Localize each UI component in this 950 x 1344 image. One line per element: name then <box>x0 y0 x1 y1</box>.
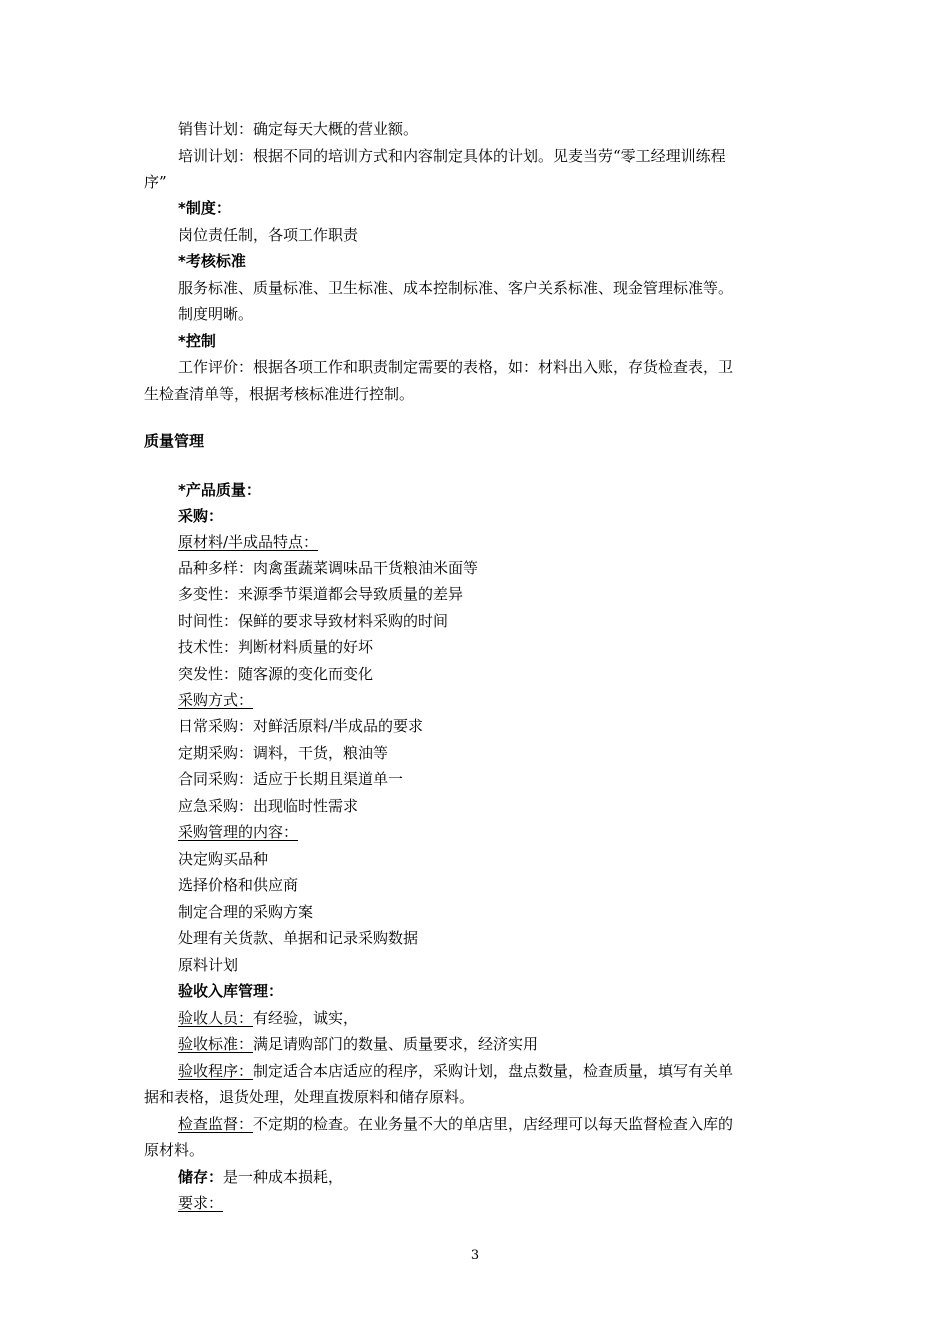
text-line: 日常采购：对鲜活原料/半成品的要求 <box>178 717 424 735</box>
text-line: 据和表格，退货处理，处理直拨原料和储存原料。 <box>144 1088 475 1106</box>
text-line: 岗位责任制，各项工作职责 <box>178 226 359 244</box>
section-heading: *考核标准 <box>178 252 246 270</box>
term-label: 验收标准： <box>178 1035 254 1053</box>
text-line: 培训计划：根据不同的培训方式和内容制定具体的计划。见麦当劳“零工经理训练程 <box>178 147 726 165</box>
text-line: 选择价格和供应商 <box>178 876 299 894</box>
text-line: 序” <box>144 173 167 191</box>
text-line: 制定合理的采购方案 <box>178 903 314 921</box>
text-line <box>178 1034 538 1054</box>
section-heading: *产品质量： <box>178 481 261 499</box>
section-heading: 采购： <box>178 507 224 525</box>
text-line <box>178 1114 733 1134</box>
text-line <box>178 1167 343 1187</box>
subheading: 要求： <box>178 1194 224 1212</box>
text-line: 时间性：保鲜的要求导致材料采购的时间 <box>178 612 449 630</box>
text-line: 突发性：随客源的变化而变化 <box>178 665 374 683</box>
section-heading: *控制 <box>178 332 216 350</box>
term-text: 满足请购部门的数量、质量要求，经济实用 <box>253 1035 539 1053</box>
term-text: 不定期的检查。在业务量不大的单店里，店经理可以每天监督检查入库的 <box>253 1115 734 1133</box>
text-line: 工作评价：根据各项工作和职责制定需要的表格，如：材料出入账，存货检查表，卫 <box>178 358 734 376</box>
text-line: 决定购买品种 <box>178 850 269 868</box>
page-number: 3 <box>470 1248 480 1263</box>
text-line: 制度明晰。 <box>178 305 254 323</box>
section-heading: 验收入库管理： <box>178 982 284 1000</box>
text-line: 处理有关货款、单据和记录采购数据 <box>178 929 419 947</box>
text-line: 服务标准、质量标准、卫生标准、成本控制标准、客户关系标准、现金管理标准等。 <box>178 279 734 297</box>
text-line: 生检查清单等，根据考核标准进行控制。 <box>144 385 415 403</box>
term-label: 验收程序： <box>178 1062 254 1080</box>
text-line: 多变性：来源季节渠道都会导致质量的差异 <box>178 585 464 603</box>
text-line: 应急采购：出现临时性需求 <box>178 797 359 815</box>
text-line: 定期采购：调料，干货，粮油等 <box>178 744 389 762</box>
term-label: 储存： <box>178 1168 224 1186</box>
text-line: 品种多样：肉禽蛋蔬菜调味品干货粮油米面等 <box>178 559 479 577</box>
subheading: 采购方式： <box>178 691 254 709</box>
text-line: 原材料。 <box>144 1141 205 1159</box>
subheading: 采购管理的内容： <box>178 823 299 841</box>
term-text: 制定适合本店适应的程序，采购计划，盘点数量，检查质量，填写有关单 <box>253 1062 734 1080</box>
text-line: 销售计划：确定每天大概的营业额。 <box>178 120 419 138</box>
text-line: 合同采购：适应于长期且渠道单一 <box>178 770 404 788</box>
section-heading: *制度： <box>178 199 231 217</box>
term-label: 检查监督： <box>178 1115 254 1133</box>
term-text: 有经验，诚实， <box>253 1009 359 1027</box>
term-label: 验收人员： <box>178 1009 254 1027</box>
text-line: 原料计划 <box>178 956 239 974</box>
text-line <box>178 1061 733 1081</box>
page-section-title: 质量管理 <box>144 432 205 450</box>
text-line: 技术性：判断材料质量的好坏 <box>178 638 374 656</box>
subheading: 原材料/半成品特点： <box>178 533 319 551</box>
text-line <box>178 1008 358 1028</box>
term-text: 是一种成本损耗， <box>223 1168 344 1186</box>
